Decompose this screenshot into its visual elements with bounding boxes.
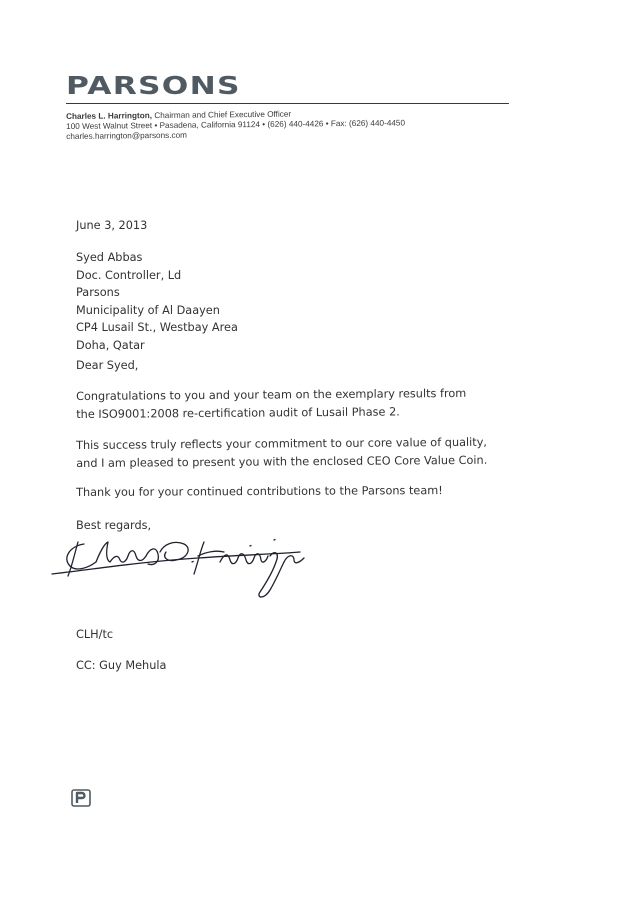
sender-name: Charles L. Harrington, [66,111,153,121]
closing-text: Best regards, [76,519,152,532]
paragraph-line: Thank you for your continued contributions to the Parsons team! [76,484,443,499]
recipient-line: Doha, Qatar [76,338,145,352]
paragraph-line: and I am pleased to present you with the enclosed CEO Core Value Coin. [76,453,488,470]
body-paragraph-3 [76,482,443,502]
body-paragraph-1 [76,385,466,423]
recipient-line: CP4 Lusail St., Westbay Area [76,321,238,335]
recipient-line: Municipality of Al Daayen [76,303,220,317]
typist-initials [76,626,113,644]
sender-block [66,108,405,142]
recipient-line: Syed Abbas [76,251,143,264]
company-logo: PARSONS [66,71,241,100]
recipient-line: Doc. Controller, Ld [76,268,182,282]
body-paragraph-2 [76,434,487,472]
sender-address: 100 West Walnut Street • Pasadena, California 91124 • (626) 440-4426 • Fax: (626) 440-4450 [66,118,406,132]
carbon-copy [76,657,166,675]
paragraph-line: Congratulations to you and your team on the exemplary results from [76,386,467,403]
initials-text: CLH/tc [76,628,114,641]
cc-text: CC: Guy Mehula [76,659,167,672]
greeting-text: Dear Syed, [76,359,139,372]
sender-title: Chairman and Chief Executive Officer [154,109,292,121]
sender-email: charles.harrington@parsons.com [66,131,188,142]
recipient-line: Parsons [76,286,120,300]
recipient-address [76,249,238,355]
paragraph-line: the ISO9001:2008 re-certification audit of Lusail Phase 2. [76,405,400,421]
letterhead-rule [66,103,509,104]
date-text: June 3, 2013 [76,219,148,232]
paragraph-line: This success truly reflects your commitment to our core value of quality, [76,435,488,452]
parsons-p-logo-icon [71,789,91,807]
salutation [76,357,138,375]
handwritten-signature [48,522,308,602]
letter-date [76,217,147,235]
